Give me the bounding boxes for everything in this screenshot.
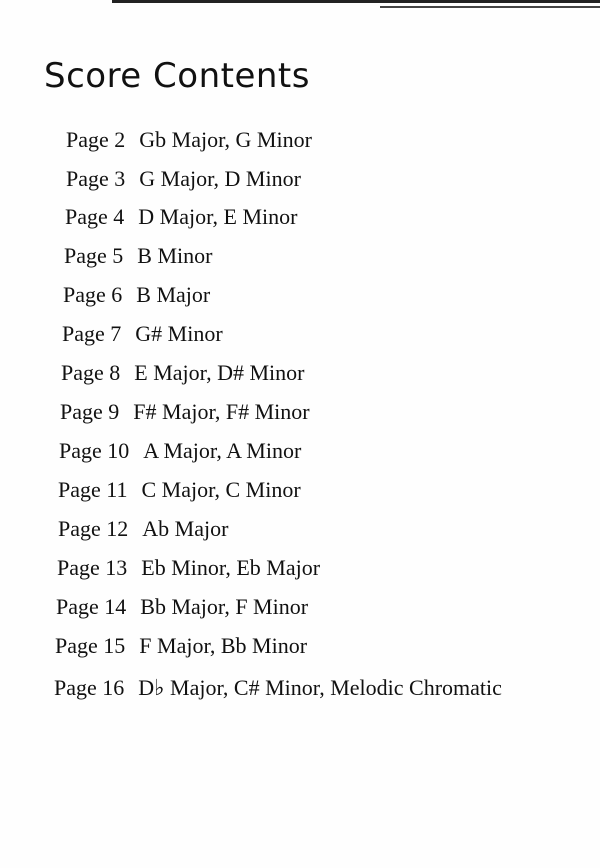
contents-entry: [55, 633, 307, 659]
entry-page-number: Page 9: [60, 399, 120, 424]
entry-keys: G# Minor: [135, 321, 223, 346]
entry-keys: B Minor: [137, 243, 213, 268]
entry-keys: B Major: [136, 282, 211, 307]
entry-page-number: Page 3: [66, 166, 126, 191]
contents-entry: [63, 282, 210, 308]
contents-entry: [64, 243, 212, 269]
contents-entry: [66, 166, 301, 192]
page-title: Score Contents: [44, 56, 310, 96]
entry-page-number: Page 7: [62, 321, 122, 346]
entry-keys: Eb Minor, Eb Major: [141, 555, 321, 580]
entry-page-number: Page 8: [61, 360, 121, 385]
entry-keys: Gb Major, G Minor: [139, 127, 312, 152]
contents-entry: [54, 675, 502, 701]
entry-keys: F Major, Bb Minor: [139, 633, 308, 658]
entry-keys: G Major, D Minor: [139, 166, 301, 191]
entry-page-number: Page 12: [58, 516, 129, 541]
entry-keys: D Major, E Minor: [138, 204, 298, 229]
entry-page-number: Page 6: [63, 282, 123, 307]
entry-keys: Bb Major, F Minor: [140, 594, 309, 619]
entry-page-number: Page 16: [54, 675, 125, 700]
contents-entry: [59, 438, 301, 464]
entry-page-number: Page 13: [57, 555, 128, 580]
entry-page-number: Page 4: [65, 204, 125, 229]
entry-page-number: Page 15: [55, 633, 126, 658]
entry-keys: A Major, A Minor: [143, 438, 302, 463]
contents-entry: [57, 555, 320, 581]
entry-keys: F# Major, F# Minor: [133, 399, 310, 424]
entry-page-number: Page 10: [59, 438, 130, 463]
contents-entry: [65, 204, 297, 230]
entry-keys: E Major, D# Minor: [134, 360, 305, 385]
contents-entry: [62, 321, 223, 347]
contents-entry: [66, 127, 312, 153]
entry-keys: C Major, C Minor: [141, 477, 301, 502]
entry-page-number: Page 14: [56, 594, 127, 619]
contents-entry: [56, 594, 308, 620]
entry-keys: D♭ Major, C# Minor, Melodic Chromatic: [138, 675, 502, 700]
entry-keys: Ab Major: [142, 516, 229, 541]
contents-entry: [58, 477, 301, 503]
entry-page-number: Page 2: [66, 127, 126, 152]
contents-entry: [58, 516, 228, 542]
contents-entry: [61, 360, 304, 386]
entry-page-number: Page 11: [58, 477, 128, 502]
entry-page-number: Page 5: [64, 243, 124, 268]
contents-entry: [60, 399, 310, 425]
